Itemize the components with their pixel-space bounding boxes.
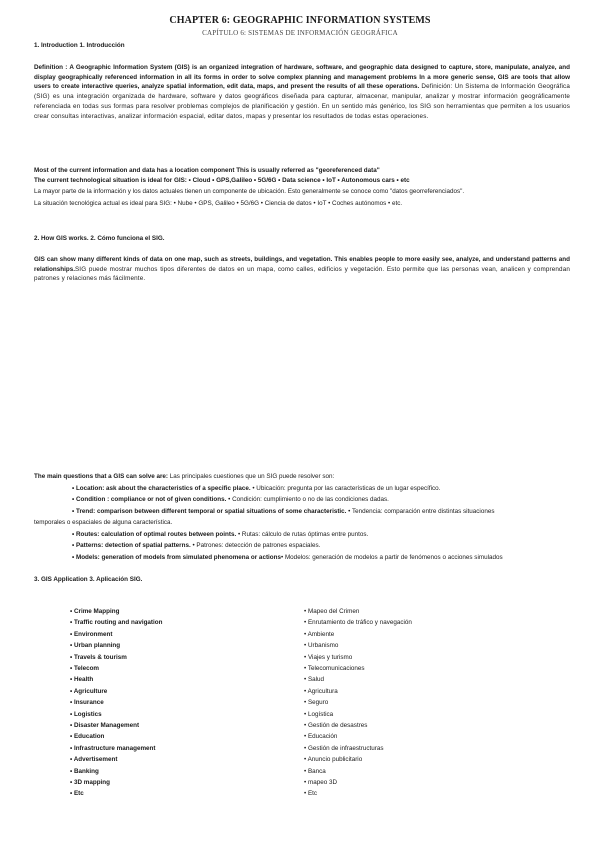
- question-en: • Models: generation of models from simulated phenomena or actions: [72, 554, 281, 561]
- question-en: • Trend: comparison between different temporal or spatial situations of some characteristic.: [72, 508, 347, 515]
- section-1-heading: 1. Introduction 1. Introducción: [34, 42, 125, 49]
- question-item: [72, 530, 368, 540]
- app-item-es: • Salud: [304, 676, 325, 684]
- tech-list-en: The current technological situation is ideal for GIS: • Cloud • GPS,Galileo • 5G/6G • Data science • IoT • Autonomous cars • etc: [34, 177, 410, 184]
- page-title: CHAPTER 6: GEOGRAPHIC INFORMATION SYSTEMS: [169, 15, 431, 26]
- question-en: • Condition : compliance or not of given conditions.: [72, 496, 227, 503]
- questions-intro-es: Las principales cuestiones que un SIG puede resolver son:: [169, 473, 335, 480]
- app-item-en: • Banking: [70, 767, 99, 775]
- app-item-en: • 3D mapping: [70, 779, 110, 786]
- how-gis-works-es: SIG puede mostrar muchos tipos diferentes de datos en un mapa, como calles, edificios y vegetación. Esto permite que las personas vean, analicen y comprendan patrones y relaciones más fácilmente.: [34, 265, 570, 283]
- tech-list-es: La situación tecnológica actual es ideal para SIG: • Nube • GPS, Galileo • 5G/6G • Ciencia de datos • IoT • Coches autónomos • etc.: [34, 200, 403, 207]
- question-continuation: temporales o espaciales de alguna característica.: [34, 519, 173, 526]
- app-item-es: • Gestión de infraestructuras: [304, 744, 384, 752]
- app-item-en: • Urban planning: [70, 642, 121, 650]
- question-es: • Modelos: generación de modelos a partir de fenómenos o acciones simulados: [280, 554, 503, 561]
- question-item: [72, 507, 495, 517]
- definition-en: Definition : A Geographic Information System (GIS) is an organized integration of hardware, software, and geographic data designed to capture, store, manipulate, analyze, and display geographically referenced information in all its forms in order to solve complex planning and management problems In a more generic sense, GIS are tools that allow users to create interactive queries, analyze spatial information, edit data, maps, and present the results of all these operations.: [34, 64, 570, 91]
- how-gis-works-en: GIS can show many different kinds of data on one map, such as streets, buildings, and vegetation. This enables people to more easily see, analyze, and understand patterns and relationships.: [34, 256, 570, 273]
- location-note-es: La mayor parte de la información y los datos actuales tienen un componente de ubicación. Esto generalmente se conoce como "datos georreferenciados".: [34, 188, 465, 195]
- app-item-en: • Infrastructure management: [70, 744, 156, 752]
- questions-intro: [34, 472, 334, 482]
- question-en: • Patterns: detection of spatial patterns.: [72, 542, 191, 549]
- app-item-en: • Telecom: [70, 665, 100, 672]
- app-item-en: • Logistics: [70, 710, 102, 718]
- app-item-en: • Traffic routing and navigation: [70, 619, 163, 627]
- app-item-en: • Education: [70, 733, 105, 741]
- definition-paragraph: [34, 63, 570, 121]
- location-note-en: Most of the current information and data has a location component This is usually referred as "georeferenced data": [34, 167, 380, 174]
- app-item-en: • Travels & tourism: [70, 653, 127, 661]
- section-2-heading: 2. How GIS works. 2. Cómo funciona el SIG.: [34, 235, 165, 242]
- app-item-es: • Educación: [304, 733, 338, 741]
- app-item-es: • Anuncio publicitario: [304, 756, 363, 764]
- app-item-es: • Telecomunicaciones: [304, 665, 365, 672]
- app-item-es: • Ambiente: [304, 630, 335, 638]
- app-item-en: • Disaster Management: [70, 722, 140, 729]
- question-es: • Condición: cumplimiento o no de las condiciones dadas.: [226, 496, 389, 503]
- app-item-es: • mapeo 3D: [304, 779, 338, 786]
- question-es: • Rutas: cálculo de rutas óptimas entre puntos.: [236, 531, 369, 538]
- app-item-en: • Crime Mapping: [70, 608, 120, 615]
- section-3-heading: 3. GIS Application 3. Aplicación SIG.: [34, 576, 143, 583]
- app-item-es: • Urbanismo: [304, 642, 339, 650]
- app-item-es: • Seguro: [304, 699, 329, 707]
- app-item-es: • Banca: [304, 767, 326, 775]
- question-item: [72, 541, 320, 551]
- app-item-es: • Viajes y turismo: [304, 653, 353, 661]
- app-item-es: • Gestión de desastres: [304, 722, 368, 729]
- question-en: • Location: ask about the characteristics of a specific place.: [72, 485, 251, 492]
- question-es: • Tendencia: comparación entre distintas situaciones: [346, 508, 495, 515]
- app-item-en: • Advertisement: [70, 756, 118, 764]
- definition-es: Definición: Un Sistema de Información Geográfica (SIG) es una integración organizada de hardware, software y datos geográficos diseñada para capturar, almacenar, manipular, analizar y mostrar información geográficamente referenciada en todas sus formas para resolver problemas complejos de planificación y gestión. En un sentido más genérico, los SIG son herramientas que permiten a los usuarios crear consultas interactivas, analizar información espacial, editar datos, mapas y presentar los resultados de todas estas operaciones.: [34, 83, 571, 120]
- app-item-es: • Mapeo del Crimen: [304, 608, 360, 615]
- question-es: • Patrones: detección de patrones espaciales.: [190, 542, 321, 549]
- questions-intro-en: The main questions that a GIS can solve are:: [34, 473, 170, 480]
- question-es: • Ubicación: pregunta por las características de un lugar específico.: [250, 485, 441, 492]
- how-gis-works-paragraph: [34, 255, 570, 284]
- app-item-en: • Insurance: [70, 699, 104, 707]
- app-item-en: • Health: [70, 676, 94, 684]
- app-item-es: • Agricultura: [304, 687, 338, 695]
- app-item-es: • Etc: [304, 790, 318, 798]
- question-item: [72, 553, 503, 563]
- app-item-en: • Environment: [70, 630, 113, 638]
- question-item: [72, 484, 440, 494]
- question-item: [72, 495, 389, 505]
- app-item-es: • Enrutamiento de tráfico y navegación: [304, 619, 412, 627]
- question-en: • Routes: calculation of optimal routes between points.: [72, 531, 237, 538]
- app-item-en: • Agriculture: [70, 687, 108, 695]
- app-item-en: • Etc: [70, 790, 84, 798]
- page-subtitle: CAPÍTULO 6: SISTEMAS DE INFORMACIÓN GEOGRÁFICA: [202, 29, 398, 37]
- app-item-es: • Logística: [304, 710, 334, 718]
